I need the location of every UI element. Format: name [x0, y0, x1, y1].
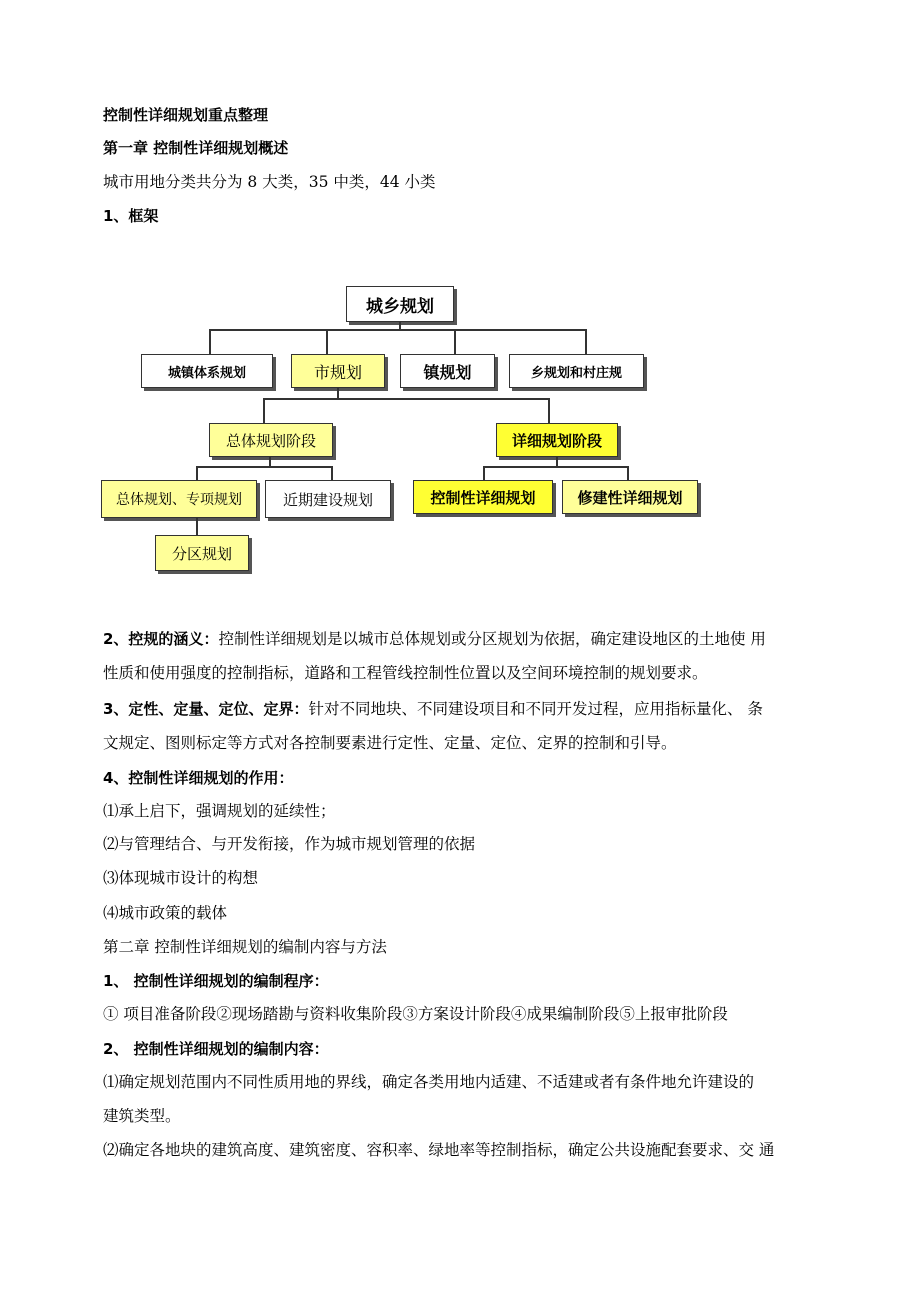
node-village: 乡规划和村庄规 [509, 354, 644, 388]
list-item: ⑷城市政策的载体 [103, 904, 228, 922]
list-item: ⑶体现城市设计的构想 [103, 869, 259, 887]
chapter-1-paragraph: 城市用地分类共分为 8 大类，35 中类，44 小类 [103, 173, 436, 191]
section-3-text: 针对不同地块、不同建设项目和不同开发过程，应用指标量化、 条 [308, 700, 763, 718]
section-3 [103, 698, 763, 720]
connector [627, 466, 629, 480]
node-regulatory: 控制性详细规划 [413, 480, 553, 514]
chapter-2-title: 第二章 控制性详细规划的编制内容与方法 [103, 938, 387, 956]
connector [483, 466, 485, 480]
connector [326, 329, 328, 354]
node-town-system: 城镇体系规划 [141, 354, 273, 388]
connector [196, 466, 333, 468]
section-3-label: 3、定性、定量、定位、定界： [103, 700, 309, 718]
list-item: ⑴承上启下，强调规划的延续性； [103, 802, 336, 820]
list-item: ⑴确定规划范围内不同性质用地的界线，确定各类用地内适建、不适建或者有条件地允许建设的 [103, 1073, 755, 1091]
connector [263, 398, 265, 424]
section-2-text-cont: 性质和使用强度的控制指标，道路和工程管线控制性位置以及空间环境控制的规划要求。 [103, 664, 708, 682]
node-town: 镇规划 [400, 354, 495, 388]
connector [209, 329, 211, 354]
section-3-text-cont: 文规定、图则标定等方式对各控制要素进行定性、定量、定位、定界的控制和引导。 [103, 734, 677, 752]
node-constructive: 修建性详细规划 [562, 480, 698, 514]
connector [454, 329, 456, 354]
list-item-cont: 建筑类型。 [103, 1107, 181, 1125]
connector [196, 518, 198, 535]
node-master-stage: 总体规划阶段 [209, 423, 333, 457]
connector [483, 466, 629, 468]
section-2 [103, 628, 766, 650]
connector [585, 329, 587, 354]
list-item: ⑵确定各地块的建筑高度、建筑密度、容积率、绿地率等控制指标，确定公共设施配套要求、交 通 [103, 1141, 775, 1159]
node-master-special: 总体规划、专项规划 [101, 480, 257, 518]
chapter-1-title: 第一章 控制性详细规划概述 [103, 139, 289, 157]
node-city: 市规划 [291, 354, 385, 388]
connector [263, 398, 550, 400]
section-2-label: 2、控规的涵义： [103, 630, 219, 648]
node-district: 分区规划 [155, 535, 249, 571]
section-4: 4、控制性详细规划的作用： [103, 769, 294, 787]
node-detail-stage: 详细规划阶段 [496, 423, 618, 457]
chapter-2-section-1-text: ① 项目准备阶段②现场踏勘与资料收集阶段③方案设计阶段④成果编制阶段⑤上报审批阶段 [103, 1005, 728, 1023]
node-urban-rural: 城乡规划 [346, 286, 454, 322]
chapter-2-section-1: 1、 控制性详细规划的编制程序： [103, 972, 329, 990]
section-framework: 1、框架 [103, 207, 159, 225]
list-item: ⑵与管理结合、与开发衔接，作为城市规划管理的依据 [103, 835, 476, 853]
connector [548, 398, 550, 424]
section-2-text: 控制性详细规划是以城市总体规划或分区规划为依据，确定建设地区的土地使 用 [218, 630, 766, 648]
connector [209, 329, 587, 331]
doc-title: 控制性详细规划重点整理 [103, 106, 269, 124]
chapter-2-section-2: 2、 控制性详细规划的编制内容： [103, 1040, 329, 1058]
connector [196, 466, 198, 480]
node-near-term: 近期建设规划 [265, 480, 391, 518]
connector [331, 466, 333, 480]
